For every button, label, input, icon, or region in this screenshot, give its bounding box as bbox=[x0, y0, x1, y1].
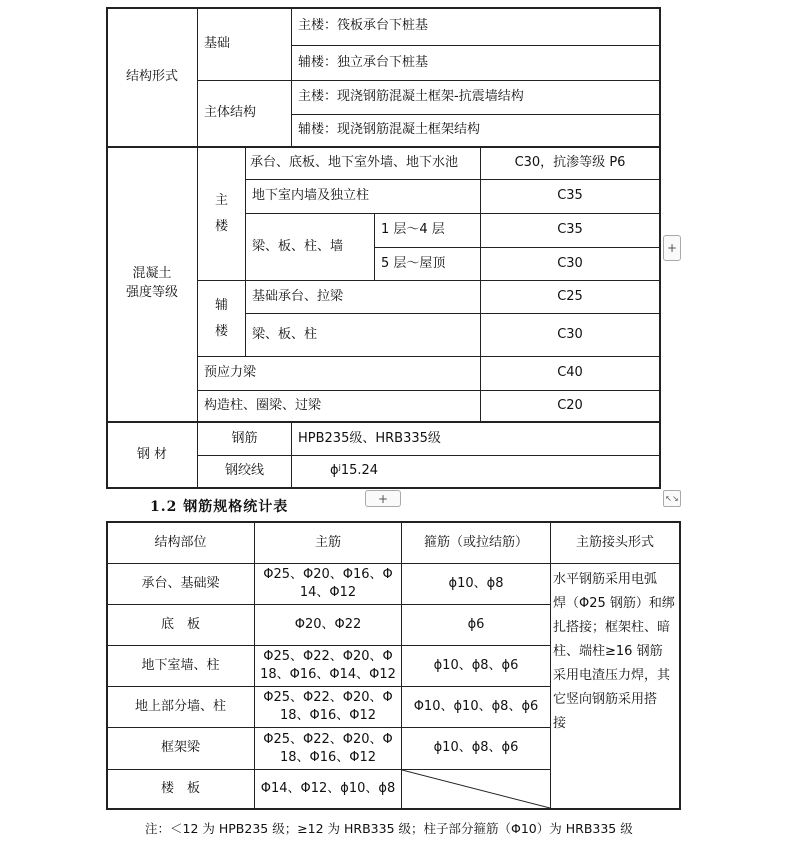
aux-building-label-char2: 楼 bbox=[214, 323, 228, 339]
structure-form-label: 结构形式 bbox=[125, 69, 178, 85]
table-row-main-rebar: Φ14、Φ12、ϕ10、ϕ8 bbox=[260, 780, 396, 796]
main-building-part: 梁、板、柱、墙 bbox=[252, 238, 344, 254]
table-row-part: 地下室墙、柱 bbox=[141, 657, 220, 673]
main-structure-aux-text: 辅楼：现浇钢筋混凝土框架结构 bbox=[298, 122, 481, 138]
concrete-grade-label-line1: 混凝土 bbox=[132, 266, 172, 282]
table-row-main-rebar bbox=[255, 646, 401, 686]
footnote: 注：＜12 为 HPB235 级；≥12 为 HRB335 级；柱子部分箍筋（Φ10）为 HRB335 级 bbox=[145, 821, 633, 836]
main-rebar-line2: 14、Φ12 bbox=[299, 585, 357, 600]
joint-form-line: 焊（Φ25 钢筋）和绑 bbox=[553, 596, 675, 611]
joint-form-line: 它竖向钢筋采用搭 bbox=[553, 692, 658, 707]
rebar-label: 钢筋 bbox=[231, 430, 258, 446]
joint-form-line: 水平钢筋采用电弧 bbox=[553, 572, 658, 587]
table-row-main-rebar bbox=[255, 687, 401, 727]
table-row-part: 底 板 bbox=[160, 616, 200, 632]
main-rebar-line2: 18、Φ16、Φ12 bbox=[279, 708, 377, 723]
table-row-stirrup: ϕ10、ϕ8、ϕ6 bbox=[433, 740, 519, 756]
constructional-column-label: 构造柱、圈梁、过梁 bbox=[204, 397, 322, 413]
main-building-label bbox=[198, 147, 245, 280]
joint-form-line: 柱、端柱≥16 钢筋 bbox=[553, 644, 663, 659]
aux-building-label bbox=[198, 281, 245, 356]
main-building-label-char1: 主 bbox=[214, 192, 228, 208]
floor-range: 1 层～4 层 bbox=[381, 222, 445, 238]
main-rebar-line1: Φ25、Φ22、Φ20、Φ bbox=[263, 690, 393, 706]
steel-label: 钢 材 bbox=[136, 446, 168, 462]
joint-form-line: 扎搭接；框架柱、暗 bbox=[553, 620, 671, 635]
aux-building-grade: C30 bbox=[557, 326, 583, 342]
main-building-label-char2: 楼 bbox=[214, 218, 228, 234]
foundation-label: 基础 bbox=[204, 35, 231, 51]
constructional-column-grade: C20 bbox=[557, 397, 583, 413]
main-rebar-line1: Φ25、Φ22、Φ20、Φ bbox=[263, 731, 393, 747]
table-row-main-rebar bbox=[255, 728, 401, 769]
main-building-grade: C35 bbox=[557, 188, 583, 204]
foundation-main-text: 主楼：筏板承台下桩基 bbox=[298, 18, 429, 34]
main-building-grade: C30 bbox=[557, 255, 583, 271]
table-row-stirrup: ϕ6 bbox=[467, 616, 485, 632]
main-rebar-line1: Φ25、Φ22、Φ20、Φ bbox=[263, 649, 393, 665]
joint-form-line: 接 bbox=[553, 716, 567, 731]
header-main-rebar: 主筋 bbox=[314, 534, 341, 550]
insert-row-button[interactable]: + bbox=[663, 235, 681, 261]
joint-form-text bbox=[553, 568, 678, 736]
table-row-part: 楼 板 bbox=[160, 780, 200, 796]
concrete-grade-label bbox=[107, 147, 197, 421]
aux-building-part: 梁、板、柱 bbox=[252, 326, 318, 342]
table-row-part: 地上部分墙、柱 bbox=[134, 698, 226, 714]
main-building-grade: C35 bbox=[557, 222, 583, 238]
table-row-stirrup: Φ10、ϕ10、ϕ8、ϕ6 bbox=[413, 698, 539, 714]
aux-building-grade: C25 bbox=[557, 288, 583, 304]
main-rebar-line2: 18、Φ16、Φ14、Φ12 bbox=[260, 667, 396, 682]
table1-border-bottom bbox=[106, 487, 661, 489]
table-row-stirrup: ϕ10、ϕ8、ϕ6 bbox=[433, 657, 519, 673]
rebar-value: HPB235级、HRB335级 bbox=[298, 430, 441, 446]
strand-label: 钢绞线 bbox=[224, 463, 264, 479]
insert-row-button[interactable]: + bbox=[365, 490, 401, 507]
aux-building-label-char1: 辅 bbox=[214, 297, 228, 313]
foundation-aux-text: 辅楼：独立承台下桩基 bbox=[298, 54, 429, 70]
prestressed-beam-label: 预应力梁 bbox=[204, 365, 257, 381]
main-structure-label: 主体结构 bbox=[204, 105, 257, 121]
table-row-main-rebar: Φ20、Φ22 bbox=[294, 616, 362, 632]
table-row-part: 框架梁 bbox=[160, 740, 200, 756]
strand-value: ϕʲ15.24 bbox=[330, 463, 379, 479]
table-row-main-rebar bbox=[255, 564, 401, 604]
table-row-stirrup: ϕ10、ϕ8 bbox=[448, 575, 504, 591]
table2-border-bottom bbox=[106, 808, 681, 810]
main-building-part: 地下室内墙及独立柱 bbox=[252, 188, 370, 204]
main-building-part: 承台、底板、地下室外墙、地下水池 bbox=[250, 154, 459, 170]
table-resize-handle[interactable]: ↖↘ bbox=[663, 490, 681, 507]
section-heading: 1.2 钢筋规格统计表 bbox=[150, 499, 289, 515]
main-structure-main-text: 主楼：现浇钢筋混凝土框架-抗震墙结构 bbox=[298, 89, 524, 105]
floor-range: 5 层～屋顶 bbox=[381, 255, 446, 271]
aux-building-part: 基础承台、拉梁 bbox=[252, 288, 344, 304]
header-structure-part: 结构部位 bbox=[154, 534, 207, 550]
main-rebar-line2: 18、Φ16、Φ12 bbox=[279, 749, 377, 765]
joint-form-line: 采用电渣压力焊，其 bbox=[553, 668, 671, 683]
table2-border-right bbox=[679, 521, 681, 810]
table-row-part: 承台、基础梁 bbox=[141, 575, 220, 591]
empty-cell-diagonal bbox=[402, 770, 550, 808]
header-stirrup: 箍筋（或拉结筋） bbox=[423, 534, 528, 550]
prestressed-beam-grade: C40 bbox=[557, 365, 583, 381]
main-rebar-line1: Φ25、Φ20、Φ16、Φ bbox=[263, 567, 393, 583]
header-joint-form: 主筋接头形式 bbox=[575, 534, 654, 550]
main-building-grade: C30，抗渗等级 P6 bbox=[514, 154, 626, 170]
table2-divider bbox=[550, 521, 551, 809]
concrete-grade-label-line2: 强度等级 bbox=[125, 285, 178, 300]
